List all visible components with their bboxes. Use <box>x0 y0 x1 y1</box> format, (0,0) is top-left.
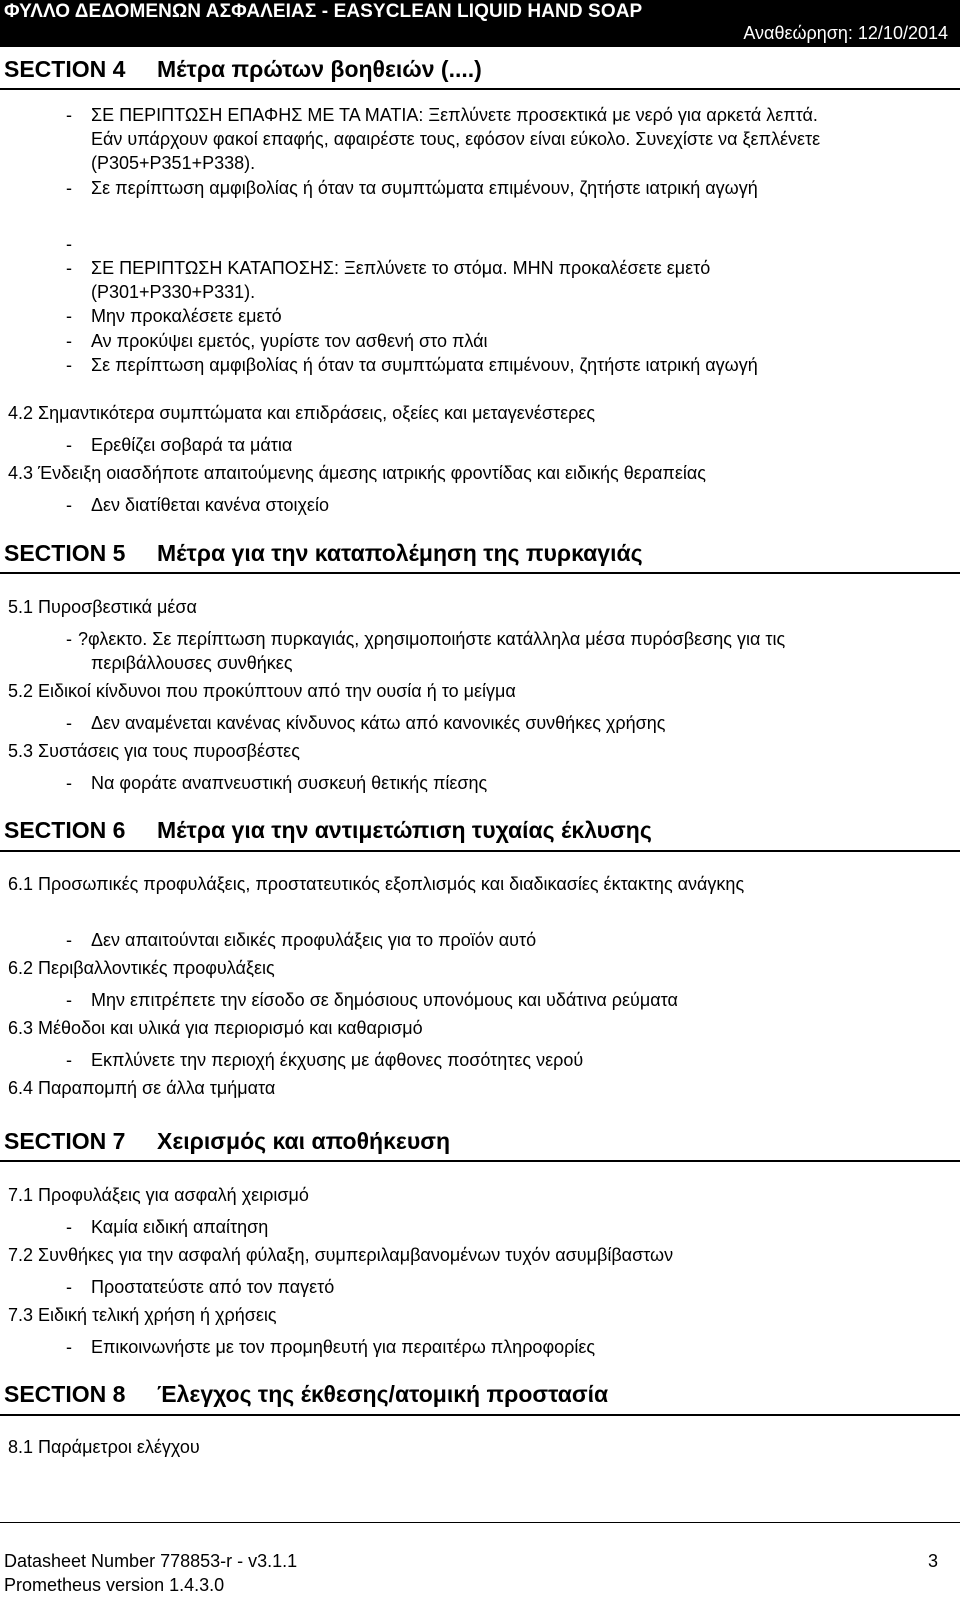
subsection-4-2: 4.2 Σημαντικότερα συμπτώματα και επιδράσεις, οξείες και μεταγενέστερες <box>8 403 596 423</box>
section-6-title: Μέτρα για την αντιμετώπιση τυχαίας έκλυσης <box>157 817 652 843</box>
section-4-rule <box>0 88 960 90</box>
section-7-number: SECTION 7 <box>4 1128 126 1154</box>
revision-date: Αναθεώρηση: 12/10/2014 <box>743 23 948 43</box>
no-vomit: Μην προκαλέσετε εμετό <box>91 306 282 326</box>
list-dash: - <box>66 355 72 375</box>
section-5-rule <box>0 572 960 574</box>
subsection-6-4: 6.4 Παραπομπή σε άλλα τμήματα <box>8 1078 276 1098</box>
subsection-7-3: 7.3 Ειδική τελική χρήση ή χρήσεις <box>8 1305 277 1325</box>
eye-contact-line-3: (P305+P351+P338). <box>91 153 256 173</box>
subsection-4-3: 4.3 Ένδειξη οιασδήποτε απαιτούμενης άμεσης ιατρικής φροντίδας και ειδικής θεραπείας <box>8 463 706 483</box>
list-dash: - <box>66 234 72 254</box>
section-8-number: SECTION 8 <box>4 1381 126 1407</box>
software-version: Prometheus version 1.4.3.0 <box>4 1575 225 1595</box>
section-5-title: Μέτρα για την καταπολέμηση της πυρκαγιάς <box>157 540 643 566</box>
subsection-5-3-item: Να φοράτε αναπνευστική συσκευή θετικής πίεσης <box>91 773 488 793</box>
section-4-number: SECTION 4 <box>4 56 126 82</box>
subsection-5-2: 5.2 Ειδικοί κίνδυνοι που προκύπτουν από την ουσία ή το μείγμα <box>8 681 516 701</box>
list-dash: - <box>66 258 72 278</box>
page-number: 3 <box>927 1551 938 1571</box>
subsection-5-2-item: Δεν αναμένεται κανένας κίνδυνος κάτω από κανονικές συνθήκες χρήσης <box>91 713 666 733</box>
ingestion-line-2: (P301+P330+P331). <box>91 282 256 302</box>
doubt-advice-2: Σε περίπτωση αμφιβολίας ή όταν τα συμπτώματα επιμένουν, ζητήστε ιατρική αγωγή <box>91 355 758 375</box>
subsection-7-3-item: Επικοινωνήστε με τον προμηθευτή για περαιτέρω πληροφορίες <box>91 1337 596 1357</box>
subsection-8-1: 8.1 Παράμετροι ελέγχου <box>8 1437 200 1457</box>
section-5-number: SECTION 5 <box>4 540 126 566</box>
subsection-4-3-item: Δεν διατίθεται κανένα στοιχείο <box>91 495 329 515</box>
list-dash: - <box>66 1277 72 1297</box>
list-dash: - <box>66 331 72 351</box>
list-dash: - <box>66 713 72 733</box>
subsection-5-1-item-line-1: ?φλεκτο. Σε περίπτωση πυρκαγιάς, χρησιμοποιήστε κατάλληλα μέσα πυρόσβεσης για τις <box>78 629 786 649</box>
subsection-6-1-item: Δεν απαιτούνται ειδικές προφυλάξεις για το προϊόν αυτό <box>91 930 537 950</box>
footer-rule <box>0 1522 960 1523</box>
vomit-side: Αν προκύψει εμετός, γυρίστε τον ασθενή στο πλάι <box>91 331 488 351</box>
subsection-7-1: 7.1 Προφυλάξεις για ασφαλή χειρισμό <box>8 1185 309 1205</box>
subsection-7-2-item: Προστατεύστε από τον παγετό <box>91 1277 335 1297</box>
list-dash: - <box>66 1050 72 1070</box>
eye-contact-line-1: ΣΕ ΠΕΡΙΠΤΩΣΗ ΕΠΑΦΗΣ ΜΕ ΤΑ ΜΑΤΙΑ: Ξεπλύνετε προσεκτικά με νερό για αρκετά λεπτά. <box>91 105 818 125</box>
eye-contact-line-2: Εάν υπάρχουν φακοί επαφής, αφαιρέστε τους, εφόσον είναι εύκολο. Συνεχίστε να ξεπλένετε <box>91 129 821 149</box>
subsection-7-2: 7.2 Συνθήκες για την ασφαλή φύλαξη, συμπεριλαμβανομένων τυχόν ασυμβίβαστων <box>8 1245 674 1265</box>
section-8-title: Έλεγχος της έκθεσης/ατομική προστασία <box>157 1381 609 1407</box>
subsection-4-2-item: Ερεθίζει σοβαρά τα μάτια <box>91 435 293 455</box>
list-dash: - <box>66 629 72 649</box>
subsection-6-2: 6.2 Περιβαλλοντικές προφυλάξεις <box>8 958 275 978</box>
list-dash: - <box>66 435 72 455</box>
list-dash: - <box>66 930 72 950</box>
list-dash: - <box>66 178 72 198</box>
section-6-number: SECTION 6 <box>4 817 126 843</box>
section-8-rule <box>0 1414 960 1416</box>
subsection-5-1: 5.1 Πυροσβεστικά μέσα <box>8 597 197 617</box>
subsection-7-1-item: Καμία ειδική απαίτηση <box>91 1217 269 1237</box>
subsection-6-1: 6.1 Προσωπικές προφυλάξεις, προστατευτικός εξοπλισμός και διαδικασίες έκτακτης ανάγκης <box>8 874 745 894</box>
list-dash: - <box>66 1217 72 1237</box>
list-dash: - <box>66 773 72 793</box>
section-6-rule <box>0 850 960 852</box>
section-7-title: Χειρισμός και αποθήκευση <box>157 1128 451 1154</box>
ingestion-line-1: ΣΕ ΠΕΡΙΠΤΩΣΗ ΚΑΤΑΠΟΣΗΣ: Ξεπλύνετε το στόμα. ΜΗΝ προκαλέσετε εμετό <box>91 258 711 278</box>
list-dash: - <box>66 990 72 1010</box>
subsection-5-3: 5.3 Συστάσεις για τους πυροσβέστες <box>8 741 300 761</box>
document-title: ΦΥΛΛΟ ΔΕΔΟΜΕΝΩΝ ΑΣΦΑΛΕΙΑΣ - EASYCLEAN LIQUID HAND SOAP <box>4 1 643 22</box>
section-7-rule <box>0 1160 960 1162</box>
list-dash: - <box>66 306 72 326</box>
doubt-advice: Σε περίπτωση αμφιβολίας ή όταν τα συμπτώματα επιμένουν, ζητήστε ιατρική αγωγή <box>91 178 758 198</box>
subsection-6-3: 6.3 Μέθοδοι και υλικά για περιορισμό και καθαρισμό <box>8 1018 423 1038</box>
list-dash: - <box>66 105 72 125</box>
subsection-5-1-item-line-2: περιβάλλουσες συνθήκες <box>91 653 293 673</box>
subsection-6-2-item: Μην επιτρέπετε την είσοδο σε δημόσιους υπονόμους και υδάτινα ρεύματα <box>91 990 678 1010</box>
list-dash: - <box>66 1337 72 1357</box>
list-dash: - <box>66 495 72 515</box>
subsection-6-3-item: Εκπλύνετε την περιοχή έκχυσης με άφθονες ποσότητες νερού <box>91 1050 584 1070</box>
section-4-title: Μέτρα πρώτων βοηθειών (....) <box>157 56 482 82</box>
datasheet-number: Datasheet Number 778853-r - v3.1.1 <box>4 1551 298 1571</box>
